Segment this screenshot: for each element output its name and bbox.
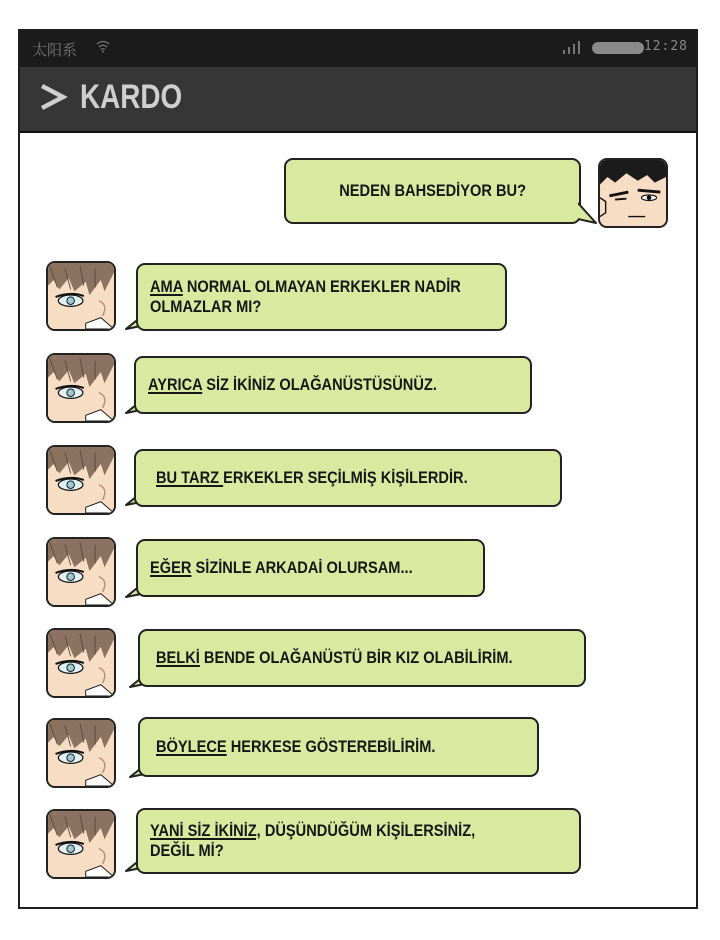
- message-line-2: DEĞİL Mİ?: [150, 841, 224, 860]
- avatar-kardo[interactable]: [46, 628, 116, 698]
- avatar-kardo-icon: [48, 720, 114, 786]
- message-line: SİZ İKİNİZ OLAĞANÜSTÜSÜNÜZ.: [202, 375, 437, 394]
- status-bar: [20, 31, 696, 67]
- avatar-kardo[interactable]: [46, 353, 116, 423]
- message-line: BENDE OLAĞANÜSTÜ BİR KIZ OLABİLİRİM.: [199, 648, 513, 667]
- message-text: [156, 737, 435, 757]
- message-bubble-incoming: [138, 717, 539, 777]
- message-bubble-incoming: [134, 356, 532, 414]
- avatar-kardo-icon: [48, 355, 114, 421]
- message-emphasis: BELKİ: [156, 648, 200, 667]
- chat-header: [20, 67, 696, 133]
- back-arrow-icon[interactable]: [38, 81, 68, 113]
- avatar-kardo-icon: [48, 447, 114, 513]
- message-line: DÜŞÜNDÜĞÜM KİŞİLERSİNİZ,: [260, 821, 476, 840]
- message-emphasis: AMA: [150, 277, 183, 296]
- avatar-self-icon: [600, 160, 666, 226]
- message-bubble-incoming: [136, 263, 507, 331]
- avatar-kardo-icon: [48, 539, 114, 605]
- message-text: [150, 821, 475, 861]
- avatar-self[interactable]: [598, 158, 668, 228]
- wifi-icon: [96, 39, 110, 53]
- message-line-2: OLMAZLAR MI?: [150, 297, 262, 316]
- message-text: [156, 468, 468, 488]
- message-text: [148, 375, 437, 395]
- avatar-kardo[interactable]: [46, 809, 116, 879]
- avatar-kardo[interactable]: [46, 718, 116, 788]
- message-bubble-incoming: [136, 808, 581, 874]
- message-line: ERKEKLER SEÇİLMİŞ KİŞİLERDİR.: [223, 468, 468, 487]
- chat-screen: [18, 29, 698, 909]
- avatar-kardo-icon: [48, 811, 114, 877]
- message-emphasis: AYRICA: [148, 375, 203, 394]
- message-line: HERKESE GÖSTEREBİLİRİM.: [226, 737, 436, 756]
- battery-icon: [592, 42, 644, 54]
- message-line: NORMAL OLMAYAN ERKEKLER NADİR: [182, 277, 461, 296]
- avatar-kardo[interactable]: [46, 537, 116, 607]
- message-text: NEDEN BAHSEDİYOR BU?: [339, 181, 526, 200]
- message-text: [150, 558, 413, 578]
- message-text: [156, 648, 513, 668]
- message-bubble-incoming: [134, 449, 562, 507]
- message-bubble-incoming: [136, 539, 485, 597]
- message-emphasis: BÖYLECE: [156, 737, 227, 756]
- carrier-name: 太阳系: [32, 41, 78, 59]
- avatar-kardo[interactable]: [46, 261, 116, 331]
- avatar-kardo-icon: [48, 263, 114, 329]
- message-bubble-outgoing: [284, 158, 581, 224]
- avatar-kardo-icon: [48, 630, 114, 696]
- message-bubble-incoming: [138, 629, 586, 687]
- message-emphasis: YANİ SİZ İKİNİZ,: [150, 821, 261, 840]
- avatar-kardo[interactable]: [46, 445, 116, 515]
- message-emphasis: EĞER: [150, 558, 192, 577]
- message-line: SİZİNLE ARKADAİ OLURSAM...: [191, 558, 413, 577]
- message-text: [150, 277, 461, 317]
- signal-icon: [562, 40, 586, 54]
- bubble-tail: [578, 201, 598, 225]
- message-emphasis: BU TARZ: [156, 468, 224, 487]
- chat-title: KARDO: [80, 78, 183, 116]
- clock: 12:28: [643, 39, 688, 54]
